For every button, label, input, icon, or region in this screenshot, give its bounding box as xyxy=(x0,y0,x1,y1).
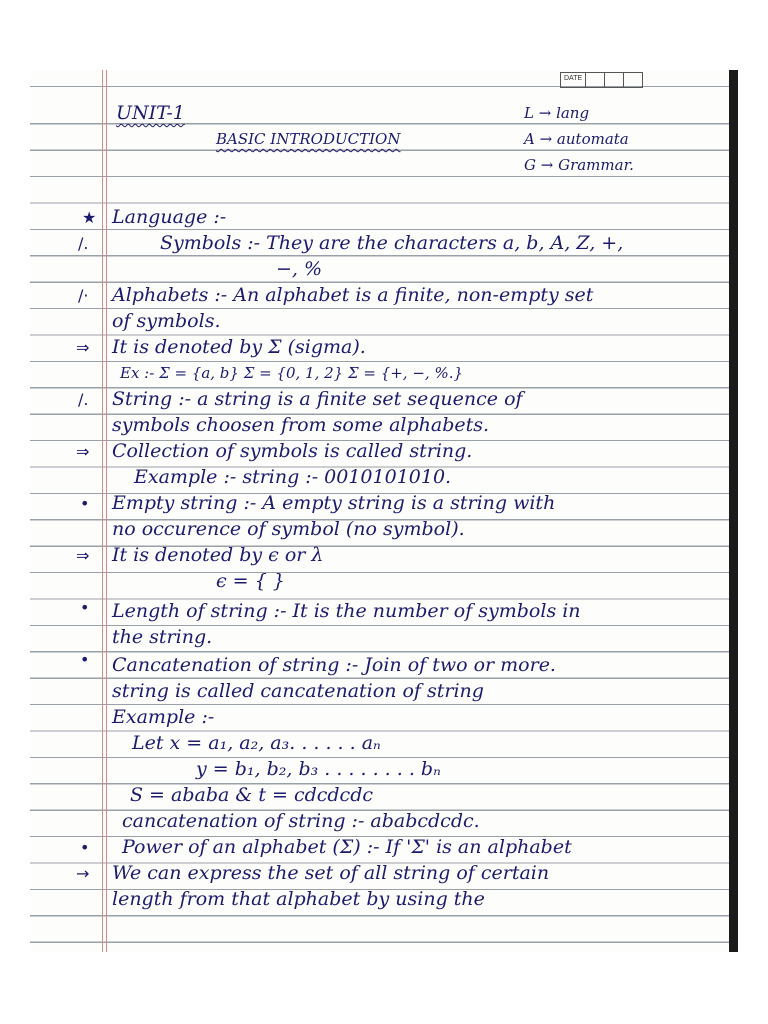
notebook-page xyxy=(30,70,730,952)
bullet-mark: • xyxy=(80,494,90,513)
tick-mark: /· xyxy=(78,286,89,305)
margin-line xyxy=(102,70,103,952)
note-line: Example :- string :- 0010101010. xyxy=(134,466,452,488)
note-line: Language :- xyxy=(112,206,227,228)
note-line: symbols choosen from some alphabets. xyxy=(112,414,490,436)
star-mark: ★ xyxy=(82,208,97,227)
legend-grammar: G → Grammar. xyxy=(524,156,634,174)
note-line: It is denoted by ϵ or λ xyxy=(112,544,324,566)
note-line: no occurence of symbol (no symbol). xyxy=(112,518,465,540)
arrow-mark: → xyxy=(76,864,90,883)
note-line: y = b₁, b₂, b₃ . . . . . . . . bₙ xyxy=(196,758,441,780)
arrow-mark: ⇒ xyxy=(76,338,90,357)
note-line: Power of an alphabet (Σ) :- If 'Σ' is an alphabet xyxy=(122,836,572,858)
note-line: Let x = a₁, a₂, a₃. . . . . . aₙ xyxy=(132,732,381,754)
note-line: of symbols. xyxy=(112,310,221,332)
note-line: cancatenation of string :- ababcdcdc. xyxy=(122,810,480,832)
legend-automata: A → automata xyxy=(524,130,629,148)
arrow-mark: ⇒ xyxy=(76,546,90,565)
page-binding-edge xyxy=(729,70,738,952)
note-line: String :- a string is a finite set sequence of xyxy=(112,388,523,410)
date-box xyxy=(560,72,643,88)
tick-mark: /. xyxy=(78,390,89,409)
page-title: BASIC INTRODUCTION xyxy=(216,130,401,148)
note-line: Empty string :- A empty string is a string with xyxy=(112,492,556,514)
note-line: We can express the set of all string of certain xyxy=(112,862,550,884)
bullet-mark: • xyxy=(80,598,90,617)
date-label: DATE xyxy=(561,73,586,87)
legend-lang: L → lang xyxy=(524,104,590,122)
note-line: −, % xyxy=(276,258,323,280)
note-line: Cancatenation of string :- Join of two or more. xyxy=(112,654,556,676)
note-line: Alphabets :- An alphabet is a finite, non-empty set xyxy=(112,284,594,306)
note-line: Ex :- Σ = {a, b} Σ = {0, 1, 2} Σ = {+, −, %.} xyxy=(120,364,464,382)
note-line: Collection of symbols is called string. xyxy=(112,440,473,462)
margin-line-second xyxy=(106,70,107,952)
unit-heading: UNIT-1 xyxy=(116,102,185,124)
note-line: Length of string :- It is the number of symbols in xyxy=(112,600,581,622)
bullet-mark: • xyxy=(80,838,90,857)
note-line: length from that alphabet by using the xyxy=(112,888,485,910)
tick-mark: /. xyxy=(78,234,89,253)
arrow-mark: ⇒ xyxy=(76,442,90,461)
note-line: It is denoted by Σ (sigma). xyxy=(112,336,366,358)
bullet-mark: • xyxy=(80,650,90,669)
note-line: Symbols :- They are the characters a, b, A, Z, +, xyxy=(160,232,624,254)
note-line: ϵ = { } xyxy=(216,570,285,592)
note-line: S = ababa & t = cdcdcdc xyxy=(130,784,374,806)
note-line: the string. xyxy=(112,626,213,648)
note-line: string is called cancatenation of string xyxy=(112,680,484,702)
note-line: Example :- xyxy=(112,706,215,728)
